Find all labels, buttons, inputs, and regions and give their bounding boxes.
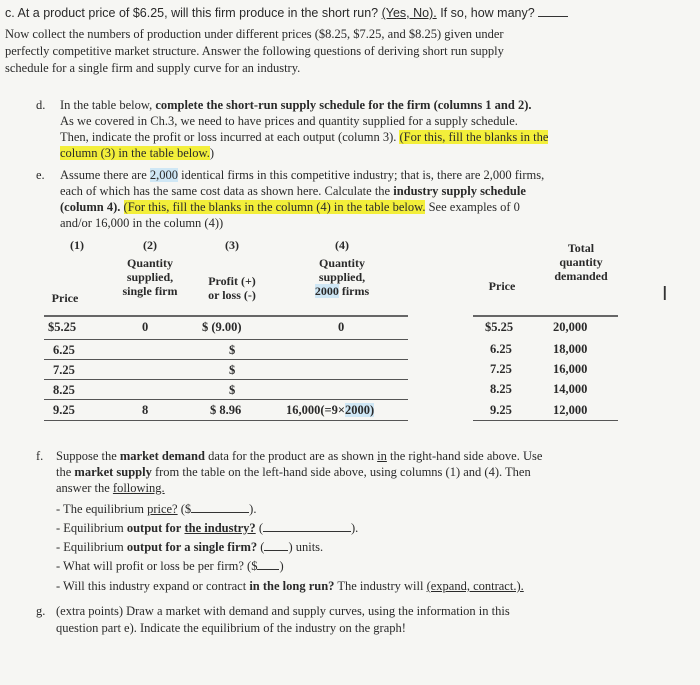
part-f-line3 [56, 480, 165, 496]
part-d-highlight: column (3) in the table below. [60, 146, 210, 160]
question-text: - Equilibrium [56, 540, 124, 554]
part-d-line3 [60, 129, 548, 145]
col-num-1: (1) [70, 238, 84, 252]
part-f-underline: following. [112, 481, 165, 495]
header-total-demand [541, 241, 621, 283]
row-rule [44, 359, 408, 360]
question-bold: in the long run? [249, 579, 335, 593]
part-c-line: Now collect the numbers of production under different prices ($8.25, $7.25, and $8.25) given under [5, 27, 504, 41]
header-line: or loss (-) [208, 288, 256, 302]
question-text: - Equilibrium [56, 521, 124, 535]
part-e-bold: (column 4). [60, 200, 121, 214]
row-profit: $ [229, 363, 236, 377]
header-line: demanded [554, 269, 608, 283]
col-num-2: (2) [143, 238, 157, 252]
header-firms-label: firms [341, 284, 370, 298]
table-top-rule [44, 315, 408, 317]
row-price: $5.25 [48, 320, 77, 334]
row-qty: 0 [142, 320, 149, 334]
header-qty-firm [100, 256, 200, 298]
header-line: supplied, [318, 270, 366, 284]
question-profit [56, 558, 284, 574]
question-bold-underline: the industry? [184, 521, 256, 535]
demand-row-price: $5.25 [485, 320, 514, 334]
demand-row-price: 6.25 [490, 342, 512, 356]
part-e-text: Assume there are [60, 168, 147, 182]
part-c-options: (Yes, No). [381, 6, 437, 20]
header-qty-industry [292, 256, 392, 298]
header-line: Quantity [126, 256, 173, 270]
question-text: - What will profit or loss be per firm? ($ [56, 559, 258, 573]
right-table-top-rule [473, 315, 618, 317]
eq-output-blank[interactable] [263, 531, 351, 532]
firms-count-highlight: 2000 [314, 284, 339, 298]
part-f-underline: in [377, 449, 387, 463]
question-text: - The equilibrium [56, 502, 144, 516]
header-line: supplied, [126, 270, 174, 284]
row-price: 8.25 [53, 383, 75, 397]
question-text: ) [279, 559, 284, 573]
question-text: ) units. [288, 540, 324, 554]
row-rule [44, 399, 408, 400]
demand-row-price: 9.25 [490, 403, 512, 417]
row-price: 6.25 [53, 343, 75, 357]
header-price: Price [51, 291, 79, 305]
part-d-line: As we covered in Ch.3, we need to have prices and quantity supplied for a supply schedule. [60, 114, 518, 128]
demand-row-qty: 20,000 [553, 320, 588, 334]
demand-row-price: 7.25 [490, 362, 512, 376]
header-line: single firm [122, 284, 178, 298]
question-text: ). [350, 521, 359, 535]
part-d-text: ) [209, 146, 215, 160]
text-cursor-icon: I [662, 283, 668, 305]
part-d-text: Then, indicate the profit or loss incurred at each output (column 3). [60, 130, 397, 144]
question-options[interactable]: (expand, contract.). [426, 579, 524, 593]
part-c-question [5, 6, 568, 20]
question-bold: output for a single firm? [126, 540, 258, 554]
part-f-text: data for the product are as shown [208, 449, 375, 463]
part-c-line: schedule for a single firm and supply curve for an industry. [5, 61, 301, 75]
question-long-run [56, 578, 524, 594]
header-firms [292, 284, 392, 298]
part-e-line1 [60, 167, 544, 183]
demand-row-qty: 16,000 [553, 362, 588, 376]
question-eq-single [56, 539, 323, 555]
part-c-text: c. At a product price of $6.25, will this firm produce in the short run? [5, 6, 379, 20]
demand-row-qty: 12,000 [553, 403, 588, 417]
part-e-line2 [60, 183, 526, 199]
right-table-bottom-rule [473, 420, 618, 421]
header-profit [192, 274, 272, 302]
question-text: ($ [180, 502, 192, 516]
row-profit: $ [229, 343, 236, 357]
row-price: 7.25 [53, 363, 75, 377]
eq-single-blank[interactable] [264, 550, 288, 551]
part-g-line: question part e). Indicate the equilibrium of the industry on the graph! [56, 621, 406, 635]
demand-row-qty: 14,000 [553, 382, 588, 396]
part-g-marker: g. [36, 604, 46, 618]
eq-price-blank[interactable] [191, 512, 249, 513]
question-eq-output [56, 520, 358, 536]
part-f-text: from the table on the left-hand side above, using columns (1) and (4). Then [154, 465, 531, 479]
row-qty: 8 [142, 403, 149, 417]
part-d-highlight: (For this, fill the blanks in the [399, 130, 549, 144]
part-d-bold: complete the short-run supply schedule for the firm (columns 1 and 2). [155, 98, 532, 112]
part-e-text: See examples of 0 [428, 200, 520, 214]
question-underline: price? [147, 502, 178, 516]
part-f-bold: market supply [74, 465, 152, 479]
firm-count-highlight: 2,000 [149, 168, 179, 182]
profit-blank[interactable] [257, 569, 279, 570]
question-text: ( [258, 521, 263, 535]
part-c-line: perfectly competitive market structure. Answer the following questions of deriving short run supply [5, 44, 504, 58]
part-f-line1 [56, 448, 542, 464]
part-f-text: answer the [56, 481, 110, 495]
part-f-text: Suppose the [56, 449, 117, 463]
part-e-bold: industry supply schedule [393, 184, 526, 198]
row-rule [44, 379, 408, 380]
question-bold: output for [126, 521, 182, 535]
part-d-line1 [60, 97, 532, 113]
part-e-highlight: (For this, fill the blanks in the column (4) in the table below. [123, 200, 426, 214]
part-f-marker: f. [36, 449, 44, 463]
part-e-line: and/or 16,000 in the column (4)) [60, 216, 224, 230]
header-price-right: Price [488, 279, 516, 293]
answer-blank[interactable] [538, 16, 568, 17]
part-f-line2 [56, 464, 531, 480]
col-num-3: (3) [225, 238, 239, 252]
question-text: ). [249, 502, 257, 516]
col-num-4: (4) [335, 238, 349, 252]
part-e-line3 [60, 199, 520, 215]
question-eq-price [56, 501, 256, 517]
part-f-text: the [56, 465, 72, 479]
question-text: The industry will [337, 579, 424, 593]
part-c-followup: If so, how many? [440, 6, 535, 20]
industry-firms-highlight: 2000) [345, 403, 375, 417]
row-profit: $ [229, 383, 236, 397]
question-text: - Will this industry expand or contract [56, 579, 247, 593]
header-line: Total [567, 241, 595, 255]
row-industry: 0 [338, 320, 345, 334]
row-industry [286, 403, 374, 418]
part-f-text: the right-hand side above. Use [390, 449, 543, 463]
row-price: 9.25 [53, 403, 75, 417]
row-profit: $ (9.00) [202, 320, 242, 334]
demand-row-price: 8.25 [490, 382, 512, 396]
header-line: Quantity [318, 256, 365, 270]
part-e-text: each of which has the same cost data as shown here. Calculate the [60, 184, 391, 198]
part-d-marker: d. [36, 98, 46, 112]
row-rule [44, 339, 408, 340]
industry-value: 16,000( [286, 403, 325, 417]
industry-formula: =9× [324, 403, 346, 417]
header-line: quantity [559, 255, 603, 269]
part-d-text: In the table below, [60, 98, 153, 112]
part-d-line4 [60, 145, 214, 161]
part-e-text: identical firms in this competitive industry; that is, there are 2,000 firms, [181, 168, 545, 182]
question-text: ( [260, 540, 265, 554]
part-f-bold: market demand [119, 449, 205, 463]
part-e-marker: e. [36, 168, 45, 182]
row-profit: $ 8.96 [210, 403, 242, 417]
part-g-line: (extra points) Draw a market with demand and supply curves, using the information in this [56, 604, 510, 618]
table-bottom-rule [44, 420, 408, 421]
header-line: Profit (+) [208, 274, 256, 288]
demand-row-qty: 18,000 [553, 342, 588, 356]
